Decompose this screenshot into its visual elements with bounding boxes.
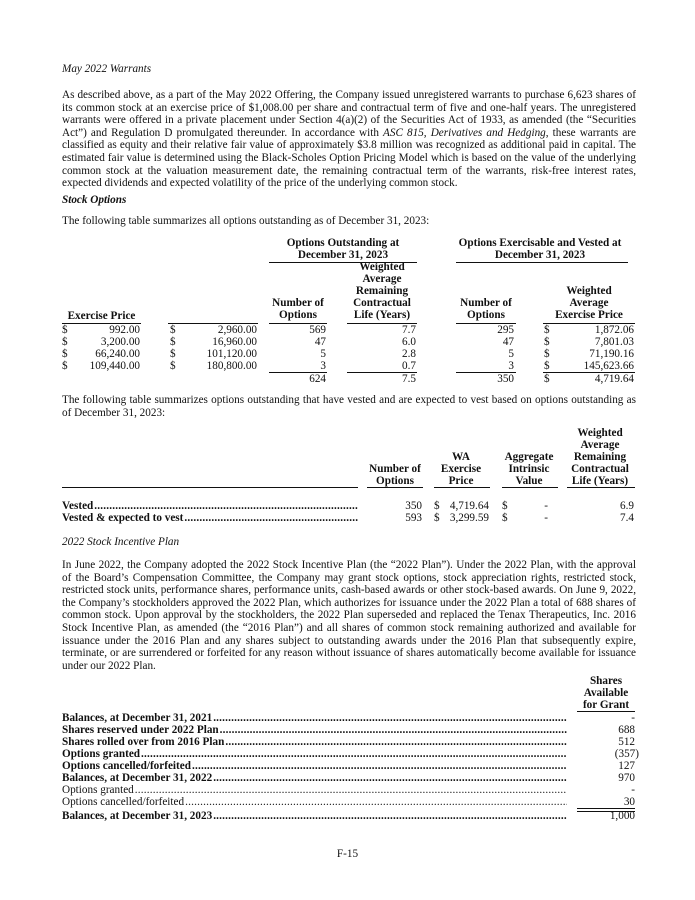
- remaining-life: 7.7: [402, 324, 416, 336]
- header-line: Remaining: [355, 285, 409, 297]
- exercise-price-high: 2,960.00: [217, 324, 257, 336]
- exercisable-number: 295: [497, 324, 514, 336]
- currency-symbol: $: [544, 348, 550, 360]
- aggregate-intrinsic-value: -: [544, 512, 548, 524]
- exercisable-number: 3: [508, 360, 514, 372]
- row-label-text: Vested & expected to vest: [62, 512, 184, 524]
- table2-intro: The following table summarizes options outstanding that have vested and are expected to vest based on options outstanding as of December 31, 2023:: [62, 394, 636, 419]
- warrants-text-1: As described above, as a part of the May 2022 Offering, the Company issued unregistered warrants to purchase 6,623 shares of its common stock at an exercise price of $1,008.00 per share and contractual term of five and one-half years. The unregistered warrants were offered in a private placement under Section 4(a)(2) of the Securities Act of 1933, as amended (the “Securities Act”) and Regulation D promulgated thereunder. In accordance with: [62, 89, 636, 139]
- remaining-life: 0.7: [402, 360, 416, 372]
- row-label: [62, 796, 567, 809]
- shares-value: -: [631, 712, 635, 724]
- row-label: [62, 772, 567, 785]
- header-line: WA: [451, 451, 471, 463]
- header-line: Intrinsic: [508, 463, 550, 475]
- currency-symbol: $: [544, 324, 550, 336]
- shares-value: (357): [614, 748, 639, 760]
- total-exercisable-number: 350: [497, 373, 514, 385]
- warrants-text-2: , these warrants are classified as equity and their relative fair value of approximately $3.8 million was recognized as additional paid in capital. The estimated fair value is determined using the Black-Scholes Option Pricing Model which is based on the value of the underlying common stock at the valuation measurement date, the remaining contractual term of the warrants, risk-free interest rates, expected dividends and expected volatility of the price of the underlying common stock.: [62, 126, 636, 190]
- header-line: Options: [279, 309, 317, 321]
- row-label: [62, 748, 567, 761]
- currency-symbol: $: [544, 360, 550, 372]
- exercise-price-high: 16,960.00: [212, 336, 257, 348]
- header-line: for Grant: [582, 699, 630, 711]
- asc-815-reference: ASC 815, Derivatives and Hedging: [383, 126, 546, 139]
- remaining-life: 2.8: [402, 348, 416, 360]
- header-line: Weighted: [577, 427, 623, 439]
- shares-value: 512: [618, 736, 635, 748]
- total-remaining-life: 7.5: [402, 373, 416, 385]
- total-number-of-options: 624: [309, 373, 326, 385]
- group-header-line: December 31, 2023: [494, 249, 586, 261]
- leader-dots: [192, 760, 567, 772]
- currency-symbol: $: [502, 512, 508, 524]
- leader-dots: [220, 724, 567, 736]
- leader-dots: [184, 512, 358, 524]
- col-header-wa-exercise-price: [430, 451, 492, 487]
- header-line: Life (Years): [571, 475, 629, 487]
- number-of-options: 47: [314, 336, 326, 348]
- header-line: Value: [515, 475, 543, 487]
- exercisable-wa-price: 71,190.16: [589, 348, 634, 360]
- exercise-price-low: 3,200.00: [100, 336, 140, 348]
- currency-symbol: $: [170, 324, 176, 336]
- shares-value: 127: [618, 760, 635, 772]
- row-label: [62, 760, 567, 773]
- row-label-text: Shares rolled over from 2016 Plan: [62, 736, 225, 748]
- col-header-wa-remaining-life: [564, 427, 636, 487]
- row-label-text: Vested: [62, 500, 94, 512]
- col-header-shares-available: [576, 675, 636, 711]
- remaining-life: 6.9: [620, 500, 634, 512]
- table1-intro: The following table summarizes all options outstanding as of December 31, 2023:: [62, 215, 430, 227]
- col-header-exercisable-wa-price: [542, 285, 636, 321]
- header-line: Exercise: [440, 463, 482, 475]
- currency-symbol: $: [170, 360, 176, 372]
- leader-dots: [213, 712, 567, 724]
- section-heading-stock-options: Stock Options: [62, 194, 127, 206]
- leader-dots: [225, 736, 567, 748]
- number-of-options: 593: [405, 512, 422, 524]
- leader-dots: [213, 810, 567, 822]
- shares-value: 970: [618, 772, 635, 784]
- header-line: Shares: [589, 675, 623, 687]
- plan-paragraph: In June 2022, the Company adopted the 2022 Stock Incentive Plan (the “2022 Plan”). Under the 2022 Plan, with the approval of the Board’s Compensation Committee, the Company may grant stock options, stock appreciation rights, restricted stock, restricted stock units, performance shares, performance units, cash-based awards or other stock-based awards. On June 9, 2022, the Company’s stockholders approved the 2022 Plan, which authorizes for issuance under the 2022 Plan a total of 688 shares of common stock. Upon approval by the stockholders, the 2022 Plan superseded and replaced the Tenax Therapeutics, Inc. 2016 Stock Incentive Plan, as amended (the “2016 Plan”) and all shares of common stock remaining authorized and available for issuance under the 2016 Plan and any shares subject to outstanding awards under the 2016 Plan that subsequently expire, terminate, or are surrendered or forfeited for any reason without issuance of shares automatically become available for issuance under our 2022 Plan.: [62, 559, 636, 672]
- shares-value: 30: [623, 796, 635, 808]
- exercisable-wa-price: 7,801.03: [594, 336, 634, 348]
- total-exercisable-wa-price: 4,719.64: [594, 373, 634, 385]
- currency-symbol: $: [62, 324, 68, 336]
- row-label: [62, 712, 567, 725]
- number-of-options: 3: [320, 360, 326, 372]
- currency-symbol: $: [62, 336, 68, 348]
- col-header-exercise-price: Exercise Price: [67, 310, 136, 322]
- currency-symbol: $: [170, 336, 176, 348]
- currency-symbol: $: [434, 500, 440, 512]
- row-label-text: Balances, at December 31, 2021: [62, 712, 213, 724]
- col-header-number-of-options: [268, 297, 328, 321]
- section-heading-warrants: May 2022 Warrants: [62, 63, 152, 75]
- row-label: [62, 736, 567, 749]
- exercisable-wa-price: 1,872.06: [594, 324, 634, 336]
- row-label-text: Options granted: [62, 784, 134, 796]
- leader-dots: [135, 784, 567, 796]
- header-line: Options: [467, 309, 505, 321]
- group-header-line: Options Exercisable and Vested at: [458, 237, 622, 249]
- header-line: Contractual: [571, 463, 629, 475]
- warrants-paragraph: [62, 89, 636, 190]
- number-of-options: 569: [309, 324, 326, 336]
- header-line: Price: [448, 475, 474, 487]
- currency-symbol: $: [434, 512, 440, 524]
- row-label: [62, 512, 358, 525]
- exercise-price-high: 101,120.00: [206, 348, 257, 360]
- row-label: [62, 500, 358, 513]
- header-line: Contractual: [353, 297, 411, 309]
- shares-value: -: [631, 784, 635, 796]
- currency-symbol: $: [544, 336, 550, 348]
- currency-symbol: $: [62, 360, 68, 372]
- currency-symbol: $: [62, 348, 68, 360]
- group-header-line: December 31, 2023: [297, 249, 389, 261]
- row-label-text: Options cancelled/forfeited: [62, 796, 185, 808]
- shares-value: 1,000: [609, 810, 635, 822]
- header-line: Life (Years): [353, 309, 411, 321]
- row-label-text: Balances, at December 31, 2023: [62, 810, 213, 822]
- remaining-life: 6.0: [402, 336, 416, 348]
- col-header-wa-remaining-life: [345, 261, 419, 321]
- header-line: Average: [362, 273, 402, 285]
- exercisable-number: 5: [508, 348, 514, 360]
- exercise-price-high: 180,800.00: [206, 360, 257, 372]
- exercise-price-low: 109,440.00: [89, 360, 140, 372]
- header-line: Aggregate: [504, 451, 554, 463]
- exercise-price-low: 992.00: [109, 324, 140, 336]
- header-line: Options: [376, 475, 414, 487]
- wa-exercise-price: 3,299.59: [449, 512, 489, 524]
- col-header-exercisable-number: [454, 297, 518, 321]
- header-line: Remaining: [573, 451, 627, 463]
- row-label-text: Options granted: [62, 748, 141, 760]
- header-line: Average: [569, 297, 609, 309]
- row-label-text: Shares reserved under 2022 Plan: [62, 724, 219, 736]
- leader-dots: [185, 796, 567, 808]
- exercisable-wa-price: 145,623.66: [583, 360, 634, 372]
- currency-symbol: $: [502, 500, 508, 512]
- row-label-text: Options cancelled/forfeited: [62, 760, 191, 772]
- header-line: Number of: [272, 297, 324, 309]
- group-header-line: Options Outstanding at: [286, 237, 400, 249]
- row-label: [62, 784, 567, 797]
- col-header-number-of-options: [364, 463, 426, 487]
- exercisable-number: 47: [502, 336, 514, 348]
- row-label-text: Balances, at December 31, 2022: [62, 772, 213, 784]
- header-line: Number of: [460, 297, 512, 309]
- header-line: Available: [583, 687, 629, 699]
- remaining-life: 7.4: [620, 512, 634, 524]
- section-heading-2022-plan: 2022 Stock Incentive Plan: [62, 536, 180, 548]
- exercise-price-low: 66,240.00: [95, 348, 140, 360]
- page-number: F-15: [336, 848, 359, 860]
- leader-dots: [213, 772, 567, 784]
- row-label: [62, 724, 567, 737]
- wa-exercise-price: 4,719.64: [449, 500, 489, 512]
- header-line: Weighted: [566, 285, 612, 297]
- currency-symbol: $: [544, 373, 550, 385]
- number-of-options: 5: [320, 348, 326, 360]
- header-line: Exercise Price: [555, 309, 623, 321]
- header-line: Number of: [369, 463, 421, 475]
- header-line: Average: [580, 439, 620, 451]
- number-of-options: 350: [405, 500, 422, 512]
- leader-dots: [94, 500, 358, 512]
- currency-symbol: $: [170, 348, 176, 360]
- aggregate-intrinsic-value: -: [544, 500, 548, 512]
- row-label: [62, 810, 567, 823]
- group-header-exercisable: [445, 237, 635, 261]
- group-header-outstanding: [268, 237, 418, 261]
- header-line: Weighted: [359, 261, 405, 273]
- col-header-aggregate-intrinsic-value: [498, 451, 560, 487]
- shares-value: 688: [618, 724, 635, 736]
- leader-dots: [141, 748, 567, 760]
